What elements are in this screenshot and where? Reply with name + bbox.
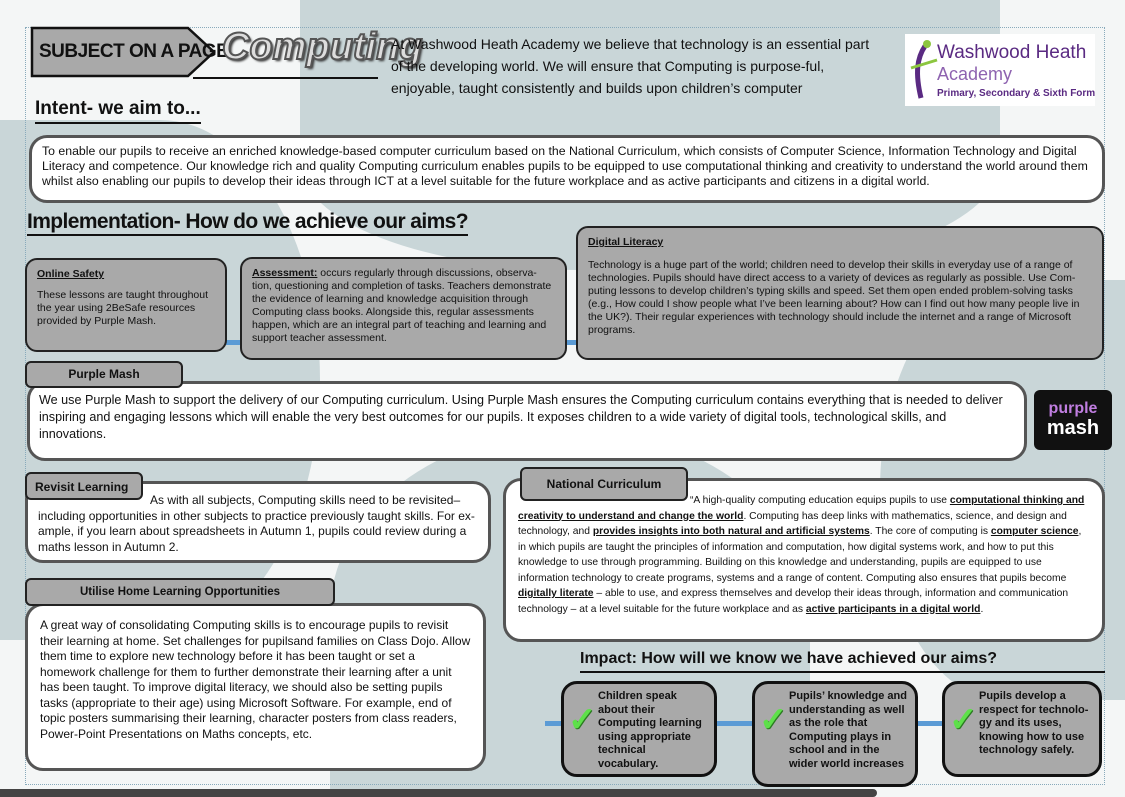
impact-item xyxy=(561,681,717,777)
nc-highlight: computational thinking and creativity to understand and change the world xyxy=(518,495,1085,522)
banner-text: SUBJECT ON A PAGE xyxy=(39,41,229,62)
impact-item xyxy=(752,681,918,787)
home-learning-tab: Utilise Home Learning Opportunities xyxy=(25,578,335,606)
nc-text: , in which pupils are taught the principles of information and computation, how digital systems work, and how to put this knowledge to use through programming. Building on this knowledge and understanding, pupils are equipped to use information technology to create programs, systems and a range of content. Computing also ensures that pupils become xyxy=(518,526,1082,584)
digital-literacy-title: Digital Literacy xyxy=(588,236,664,248)
online-safety-title: Online Safety xyxy=(37,268,105,280)
purple-mash-logo xyxy=(1034,390,1112,450)
nc-highlight: computer science xyxy=(990,526,1079,537)
school-logo xyxy=(905,34,1095,106)
impact-text: Pupils’ knowledge and understanding as well as the role that Computing plays in school and in the wider world increases xyxy=(789,690,907,770)
checkmark-icon: ✓ xyxy=(759,701,788,739)
assessment-title: Assessment: xyxy=(252,267,318,279)
checkmark-icon: ✓ xyxy=(568,701,597,739)
digital-literacy-box xyxy=(576,226,1104,360)
implementation-heading: Implementation- How do we achieve our aims? xyxy=(27,210,468,236)
revisit-tab: Revisit Learning xyxy=(25,472,143,500)
logo-word-mash: mash xyxy=(1046,417,1100,439)
intro-text: At Washwood Heath Academy we believe that technology is an essential part of the developing world. We will ensure that Computing is purpose-ful, enjoyable, taught consistently and builds upon children’s computer xyxy=(391,36,870,96)
nc-highlight: provides insights into both natural and artificial systems xyxy=(592,526,870,537)
nc-text: – able to use, and express themselves and develop their ideas through, information and communication technology – at a level suitable for the future workplace and as xyxy=(518,588,1069,615)
nc-highlight: active participants in a digital world xyxy=(805,603,981,615)
intent-box: To enable our pupils to receive an enriched knowledge-based computer curriculum based on the National Curriculum, which consists of Computer Science, Information Technology and Digital Literacy and competence. Our knowledge rich and quality Computing curriculum enables pupils to be equipped to use computational thinking and creativity to understand the world around them whilst also enabling our pupils to develop their ideas through ICT at a level suitable for the future workplace and as active participants and citizens in a digital world. xyxy=(29,135,1105,203)
title-underline xyxy=(193,77,378,79)
nc-text: . xyxy=(980,603,984,615)
impact-text: Pupils develop a respect for technolo-gy and its uses, knowing how to use technology safely. xyxy=(979,690,1089,756)
impact-text: Children speak about their Computing learning using appropriate technical vocabulary. xyxy=(598,690,702,770)
logo-figure-icon xyxy=(907,38,941,102)
purple-mash-tab: Purple Mash xyxy=(25,361,183,388)
subject-banner xyxy=(30,26,229,78)
revisit-text: As with all subjects, Computing skills need to be revisited– including opportunities in other subjects to practice previously taught skills. For ex-ample, if you learn about spreadsheets in Autumn 1, pupils could review during a maths lesson in Autumn 2. xyxy=(38,493,475,554)
impact-heading: Impact: How will we know we have achieved our aims? xyxy=(580,650,1105,673)
nc-text: “A high-quality computing education equips pupils to use xyxy=(690,495,950,506)
subject-title: Computing xyxy=(222,26,423,68)
checkmark-icon: ✓ xyxy=(949,701,978,739)
logo-word-purple: purple xyxy=(1048,400,1098,417)
logo-sub: Academy xyxy=(937,64,1013,84)
online-safety-box xyxy=(25,258,227,352)
logo-name: Washwood Heath xyxy=(937,42,1087,63)
national-curriculum-tab: National Curriculum xyxy=(520,467,688,501)
home-learning-box: A great way of consolidating Computing skills is to encourage pupils to revisit their learning at home. Set challenges for pupilsand families on Class Dojo. Allow them time to explore new technology before it has been taught or set a homework challenge for them to further demonstrate their learning after a unit has been taught. To improve digital literacy, we should also be setting pupils tasks (appropriate to their age) using Microsoft Software. For example, end of topic posters summarising their learning, character posters from class readers, Power-Point Presentations on Maths concepts, etc. xyxy=(25,603,486,771)
assessment-box xyxy=(240,257,567,360)
nc-text: . Computing has deep links with mathematics, science, and design and technology, and xyxy=(518,510,1067,537)
intent-heading: Intent- we aim to... xyxy=(35,98,201,124)
national-curriculum-box xyxy=(503,478,1105,642)
assessment-text: occurs regularly through discussions, observa-tion, questioning and completion of tasks. Teachers demonstrate the evidence of learning and knowledge acquisition through Computing class books. Alongside this, regular assessments happen, which are an integral part of teaching and learning and support teacher assessment. xyxy=(252,267,552,344)
horizontal-scrollbar[interactable] xyxy=(0,789,877,797)
nc-text: . The core of computing is xyxy=(869,526,991,537)
logo-tagline: Primary, Secondary & Sixth Form xyxy=(937,88,1096,99)
impact-item xyxy=(942,681,1102,777)
digital-literacy-text: Technology is a huge part of the world; children need to develop their skills in everyday use of a range of technologies. Pupils should have direct access to a variety of devices as regularly as possible. Use Com-puting lessons to develop children’s typing skills and speed. Set them open ended problem-solving tasks (e.g., How could I show people what I’ve been learning about? How can I find out how many people live in the UK?). Their regular experiences with technology should include the internet and a range of Microsoft programs. xyxy=(588,259,1080,336)
nc-highlight: digitally literate xyxy=(518,588,594,599)
online-safety-text: These lessons are taught throughout the year using 2BeSafe resources provided by Purple Mash. xyxy=(37,289,209,327)
purple-mash-box: We use Purple Mash to support the delivery of our Computing curriculum. Using Purple Mash ensures the Computing curriculum contains everything that is needed to deliver inspiring and engaging lessons which will enable the very best outcomes for our pupils. It exposes children to a wide variety of digital tools, technological skills, and innovations. xyxy=(27,381,1027,461)
